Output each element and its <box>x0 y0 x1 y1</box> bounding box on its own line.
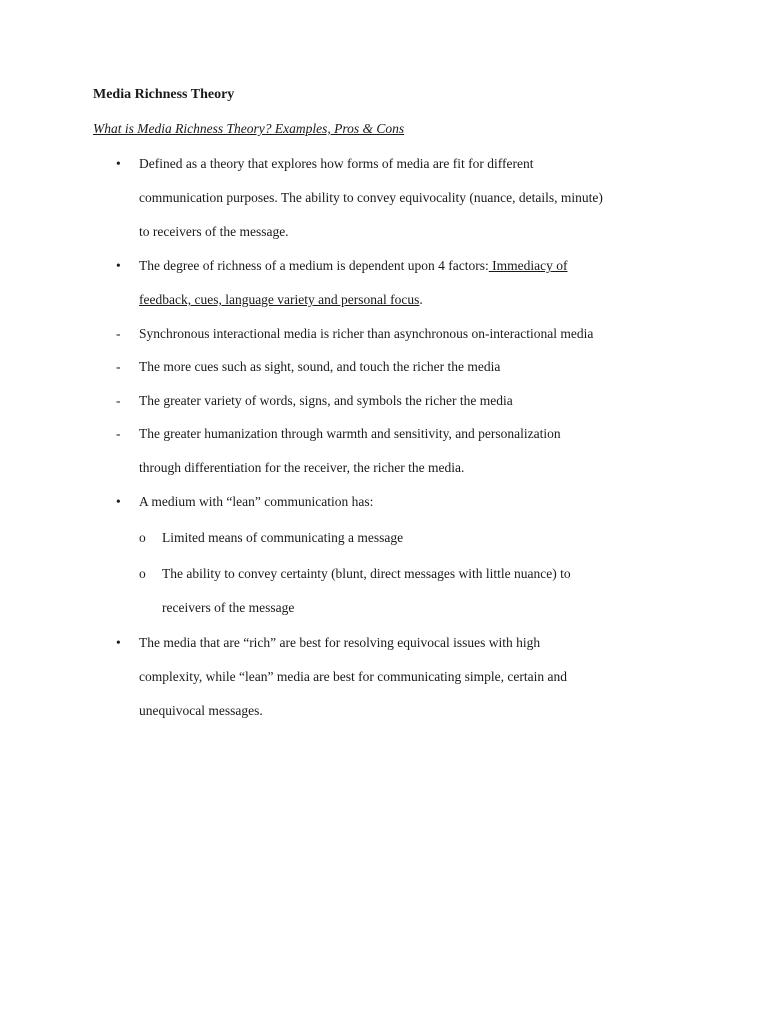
dash-marker: - <box>116 359 121 374</box>
bullet-2-period: . <box>419 292 423 307</box>
bullet-1-line-3: to receivers of the message. <box>139 224 289 239</box>
dash-item-2: The more cues such as sight, sound, and touch the richer the media <box>139 359 501 374</box>
document-title: Media Richness Theory <box>93 87 235 102</box>
dash-marker: - <box>116 393 121 408</box>
sub-item-1: Limited means of communicating a message <box>162 530 404 545</box>
bullet-1-line-2: communication purposes. The ability to convey equivocality (nuance, details, minute) <box>139 190 603 205</box>
factors-underlined-text-cont: feedback, cues, language variety and personal focus <box>139 292 420 307</box>
bullet-marker: • <box>116 494 121 509</box>
dash-item-4-line-1: The greater humanization through warmth and sensitivity, and personalization <box>139 426 561 441</box>
bullet-1-line-1: Defined as a theory that explores how forms of media are fit for different <box>139 156 534 171</box>
bullet-3-line-1: A medium with “lean” communication has: <box>139 494 374 509</box>
dash-item-3: The greater variety of words, signs, and symbols the richer the media <box>139 393 513 408</box>
sub-bullet-marker: o <box>139 566 146 581</box>
document-subtitle: What is Media Richness Theory? Examples, Pros & Cons <box>93 121 405 136</box>
sub-item-2-line-1: The ability to convey certainty (blunt, direct messages with little nuance) to <box>162 566 571 581</box>
bullet-2-text: The degree of richness of a medium is dependent upon 4 factors: <box>139 258 489 273</box>
dash-item-1: Synchronous interactional media is richer than asynchronous on-interactional media <box>139 326 594 341</box>
bullet-2-line-1 <box>139 257 568 275</box>
bullet-4-line-1: The media that are “rich” are best for resolving equivocal issues with high <box>139 635 541 650</box>
bullet-marker: • <box>116 156 121 171</box>
dash-item-4-line-2: through differentiation for the receiver, the richer the media. <box>139 460 465 475</box>
factors-underlined-text: Immediacy of <box>488 258 568 273</box>
dash-marker: - <box>116 326 121 341</box>
sub-bullet-marker: o <box>139 530 146 545</box>
bullet-2-line-2 <box>139 291 423 309</box>
bullet-marker: • <box>116 635 121 650</box>
bullet-4-line-3: unequivocal messages. <box>139 703 263 718</box>
dash-marker: - <box>116 426 121 441</box>
bullet-marker: • <box>116 258 121 273</box>
sub-item-2-line-2: receivers of the message <box>162 600 295 615</box>
bullet-4-line-2: complexity, while “lean” media are best for communicating simple, certain and <box>139 669 567 684</box>
